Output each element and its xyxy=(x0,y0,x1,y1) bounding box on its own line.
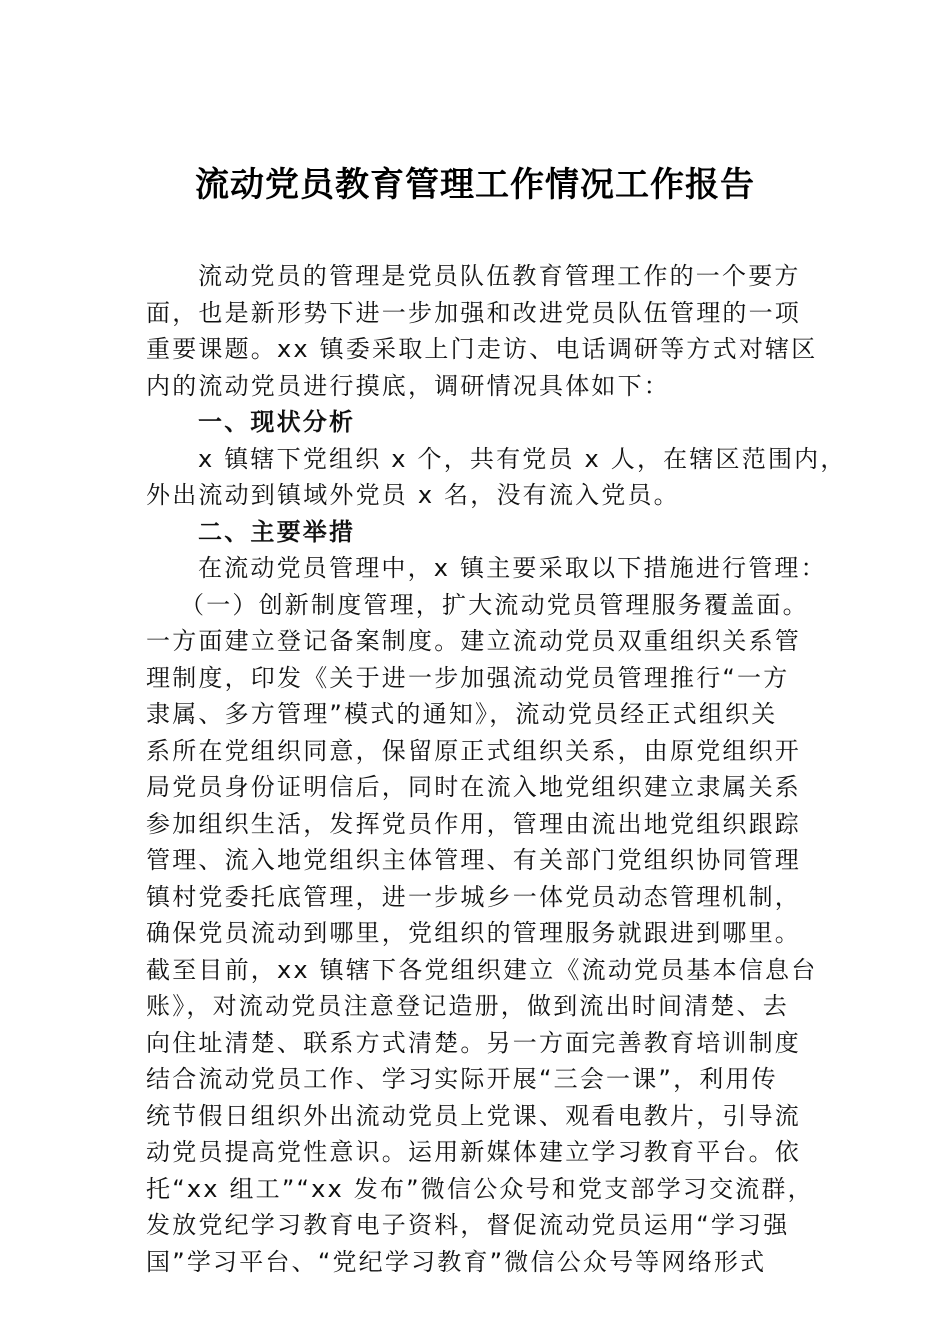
paragraph-line: 发放党纪学习教育电子资料，督促流动党员运用“学习强 xyxy=(146,1211,790,1239)
paragraph-line: 内的流动党员进行摸底，调研情况具体如下： xyxy=(146,371,670,400)
paragraph-line: 流动党员的管理是党员队伍教育管理工作的一个要方 xyxy=(198,262,801,290)
document-body xyxy=(146,258,847,1280)
paragraph-line: 面，也是新形势下进一步加强和改进党员队伍管理的一项 xyxy=(146,298,801,327)
paragraph-line: x 镇辖下党组织 x 个，共有党员 x 人，在辖区范围内， xyxy=(198,444,847,473)
paragraph-line: 截至目前，xx 镇辖下各党组织建立《流动党员基本信息台 xyxy=(146,955,818,984)
paragraph-line: 统节假日组织外出流动党员上党课、观看电教片，引导流 xyxy=(146,1101,801,1130)
paragraph-line: 重要课题。xx 镇委采取上门走访、电话调研等方式对辖区 xyxy=(146,335,818,363)
paragraph-line: 结合流动党员工作、学习实际开展“三会一课”，利用传 xyxy=(146,1065,778,1093)
paragraph-line: 账》，对流动党员注意登记造册，做到流出时间清楚、去 xyxy=(146,992,789,1020)
paragraph-line: 局党员身份证明信后，同时在流入地党组织建立隶属关系 xyxy=(146,773,801,801)
paragraph-line: 理制度，印发《关于进一步加强流动党员管理推行“一方 xyxy=(146,663,790,692)
paragraph-line: 国”学习平台、“党纪学习教育”微信公众号等网络形式 xyxy=(146,1247,767,1276)
section-heading: 一、现状分析 xyxy=(198,408,356,436)
section-heading: 二、主要举措 xyxy=(198,517,356,546)
paragraph-line: 隶属、多方管理”模式的通知》，流动党员经正式组织关 xyxy=(146,700,778,728)
paragraph-line: 参加组织生活，发挥党员作用，管理由流出地党组织跟踪 xyxy=(146,809,801,838)
document-title: 流动党员教育管理工作情况工作报告 xyxy=(195,165,755,205)
subsection-heading: （一）创新制度管理，扩大流动党员管理服务覆盖面。 xyxy=(180,590,809,619)
paragraph-line: 动党员提高党性意识。运用新媒体建立学习教育平台。依 xyxy=(146,1138,801,1166)
paragraph-line: 系所在党组织同意，保留原正式组织关系，由原党组织开 xyxy=(146,736,801,765)
paragraph-line: 管理、流入地党组织主体管理、有关部门党组织协同管理 xyxy=(146,846,801,874)
paragraph-line: 镇村党委托底管理，进一步城乡一体党员动态管理机制， xyxy=(146,882,801,911)
paragraph-line: 外出流动到镇域外党员 x 名，没有流入党员。 xyxy=(146,481,680,509)
paragraph-line: 一方面建立登记备案制度。建立流动党员双重组织关系管 xyxy=(146,627,801,655)
paragraph-line: 向住址清楚、联系方式清楚。另一方面完善教育培训制度 xyxy=(146,1028,801,1057)
paragraph-line: 在流动党员管理中，x 镇主要采取以下措施进行管理： xyxy=(198,554,827,582)
paragraph-line: 确保党员流动到哪里，党组织的管理服务就跟进到哪里。 xyxy=(146,919,801,947)
paragraph-line: 托“xx 组工”“xx 发布”微信公众号和党支部学习交流群， xyxy=(146,1174,814,1203)
